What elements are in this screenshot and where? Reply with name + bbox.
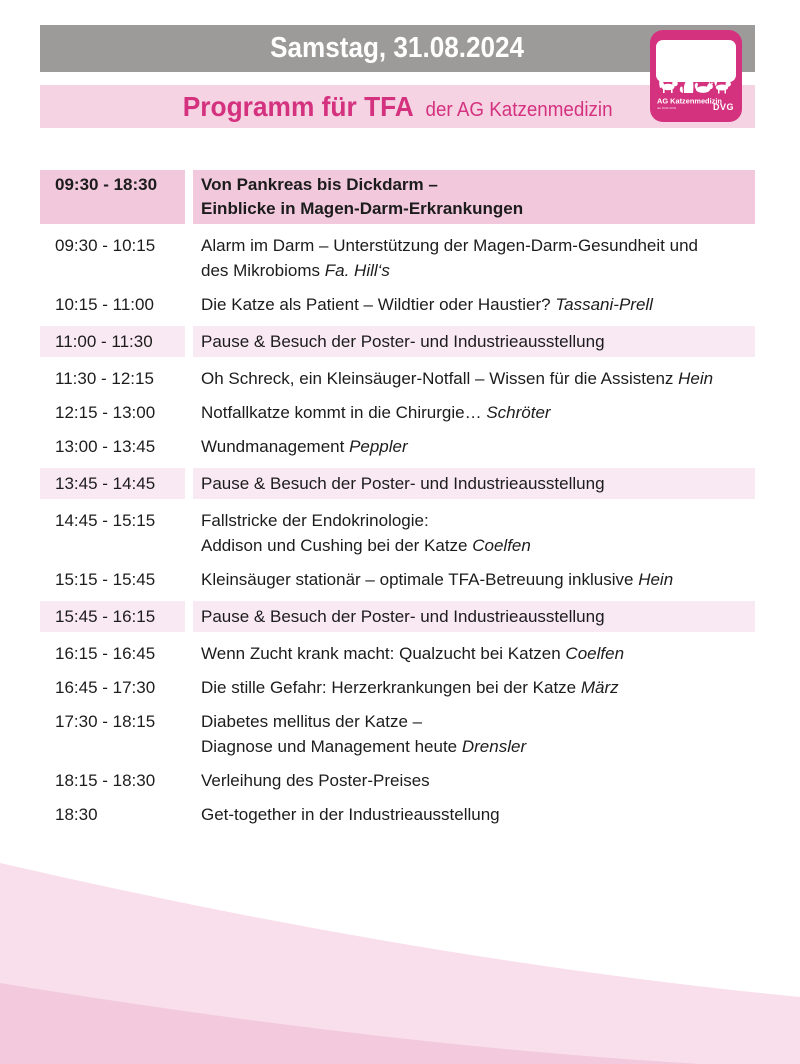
session-title-line: Get-together in der Industrieausstellung bbox=[201, 805, 500, 824]
ag-katzenmedizin-logo bbox=[650, 30, 742, 122]
session-title-line: Von Pankreas bis Dickdarm – bbox=[201, 175, 438, 194]
session-title bbox=[193, 366, 755, 391]
session-title-line: Kleinsäuger stationär – optimale TFA-Betreuung inklusive Hein bbox=[201, 570, 674, 589]
session-time: 18:15 - 18:30 bbox=[55, 771, 156, 790]
schedule-row bbox=[40, 567, 755, 592]
schedule-row bbox=[40, 468, 755, 499]
session-title-line: Pause & Besuch der Poster- und Industrieausstellung bbox=[201, 474, 605, 493]
session-speaker: Tassani-Prell bbox=[555, 295, 653, 314]
session-speaker: Hein bbox=[638, 570, 674, 589]
session-speaker: Coelfen bbox=[565, 644, 625, 663]
date-text: Samstag, 31.08.2024 bbox=[270, 32, 525, 64]
schedule-row bbox=[40, 326, 755, 357]
session-speaker: Coelfen bbox=[472, 536, 531, 555]
session-time: 11:00 - 11:30 bbox=[40, 326, 185, 357]
session-title bbox=[193, 675, 755, 700]
schedule-table bbox=[40, 170, 755, 836]
session-time: 16:15 - 16:45 bbox=[55, 644, 156, 663]
session-title bbox=[193, 292, 755, 317]
session-title-line: Pause & Besuch der Poster- und Industrieausstellung bbox=[201, 607, 605, 626]
session-title-line: Oh Schreck, ein Kleinsäuger-Notfall – Wissen für die Assistenz Hein bbox=[201, 369, 714, 388]
session-title bbox=[193, 567, 755, 592]
page-title: Programm für TFA bbox=[182, 91, 414, 122]
schedule-row bbox=[40, 641, 755, 666]
session-title-line: Diagnose und Management heute Drensler bbox=[201, 737, 527, 756]
session-title-line: Wundmanagement Peppler bbox=[201, 437, 408, 456]
session-time: 12:15 - 13:00 bbox=[55, 403, 156, 422]
session-time: 09:30 - 18:30 bbox=[40, 170, 185, 224]
session-title bbox=[193, 400, 755, 425]
session-title-line: Die Katze als Patient – Wildtier oder Haustier? Tassani-Prell bbox=[201, 295, 653, 314]
wave-decoration bbox=[0, 830, 800, 1064]
schedule-row bbox=[40, 170, 755, 224]
logo-card bbox=[656, 40, 736, 82]
session-speaker: Fa. Hill‘s bbox=[324, 261, 390, 280]
schedule-row bbox=[40, 802, 755, 827]
session-time: 13:00 - 13:45 bbox=[55, 437, 156, 456]
title-banner bbox=[40, 85, 755, 128]
session-title-line: Notfallkatze kommt in die Chirurgie… Schröter bbox=[201, 403, 551, 422]
logo-org-text: AG Katzenmedizin bbox=[657, 96, 722, 106]
session-time: 18:30 bbox=[55, 805, 98, 824]
session-title-line: Pause & Besuch der Poster- und Industrieausstellung bbox=[201, 332, 605, 351]
schedule-row bbox=[40, 292, 755, 317]
session-title bbox=[193, 641, 755, 666]
session-title-line: Diabetes mellitus der Katze – bbox=[201, 712, 423, 731]
session-title bbox=[193, 768, 755, 793]
session-title bbox=[193, 326, 755, 357]
logo-org-small-text: der DGK-DVG bbox=[657, 106, 677, 110]
date-bar bbox=[40, 25, 755, 72]
session-title-line: des Mikrobioms Fa. Hill‘s bbox=[201, 261, 390, 280]
session-time: 10:15 - 11:00 bbox=[55, 295, 154, 314]
session-speaker: Drensler bbox=[461, 737, 527, 756]
session-speaker: Peppler bbox=[349, 437, 408, 456]
session-time: 11:30 - 12:15 bbox=[55, 369, 154, 388]
schedule-row bbox=[40, 233, 755, 283]
session-title bbox=[193, 709, 755, 759]
session-title-line: Einblicke in Magen-Darm-Erkrankungen bbox=[201, 199, 524, 218]
session-title-line: Addison und Cushing bei der Katze Coelfen bbox=[201, 536, 531, 555]
schedule-row bbox=[40, 366, 755, 391]
schedule-row bbox=[40, 508, 755, 558]
schedule-row bbox=[40, 768, 755, 793]
schedule-row bbox=[40, 400, 755, 425]
session-speaker: März bbox=[580, 678, 619, 697]
page-subtitle: der AG Katzenmedizin bbox=[425, 99, 613, 121]
session-title bbox=[193, 508, 755, 558]
schedule-row bbox=[40, 709, 755, 759]
session-time: 09:30 - 10:15 bbox=[55, 236, 156, 255]
session-title bbox=[193, 170, 755, 224]
session-time: 14:45 - 15:15 bbox=[55, 511, 156, 530]
session-time: 16:45 - 17:30 bbox=[55, 678, 156, 697]
session-title bbox=[193, 601, 755, 632]
session-title-line: Alarm im Darm – Unterstützung der Magen-Darm-Gesundheit und bbox=[201, 236, 698, 255]
session-speaker: Schröter bbox=[486, 403, 551, 422]
session-time: 13:45 - 14:45 bbox=[40, 468, 185, 499]
schedule-row bbox=[40, 434, 755, 459]
session-title bbox=[193, 434, 755, 459]
session-title bbox=[193, 468, 755, 499]
session-speaker: Hein bbox=[678, 369, 714, 388]
session-title-line: Die stille Gefahr: Herzerkrankungen bei der Katze März bbox=[201, 678, 619, 697]
session-title bbox=[193, 233, 755, 283]
session-title-line: Fallstricke der Endokrinologie: bbox=[201, 511, 429, 530]
session-time: 15:45 - 16:15 bbox=[40, 601, 185, 632]
session-title-line: Wenn Zucht krank macht: Qualzucht bei Katzen Coelfen bbox=[201, 644, 625, 663]
schedule-row bbox=[40, 675, 755, 700]
dvg-logo: DVG bbox=[713, 102, 735, 112]
session-title bbox=[193, 802, 755, 827]
session-time: 17:30 - 18:15 bbox=[55, 712, 156, 731]
session-title-line: Verleihung des Poster-Preises bbox=[201, 771, 430, 790]
schedule-row bbox=[40, 601, 755, 632]
session-time: 15:15 - 15:45 bbox=[55, 570, 156, 589]
